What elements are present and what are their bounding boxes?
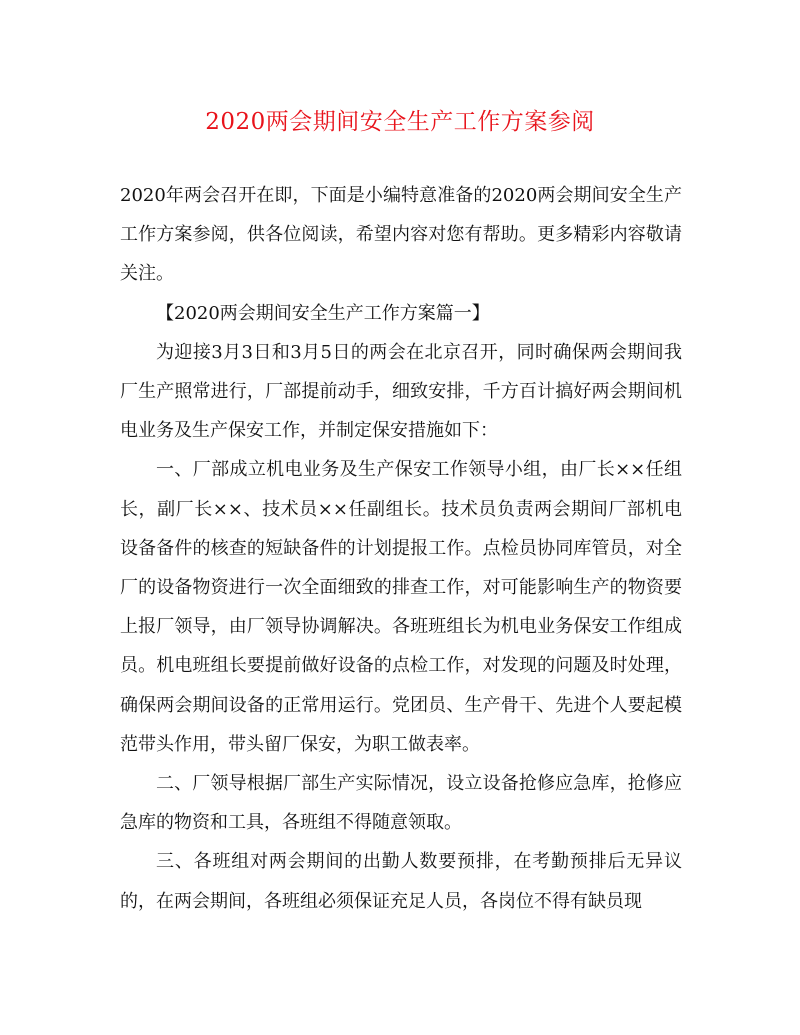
paragraph-item-one: 一、厂部成立机电业务及生产保安工作领导小组，由厂长××任组长，副厂长××、技术员××任副组长。技术员负责两会期间厂部机电设备备件的核查的短缺备件的计划提报工作。点检员协同库管员，对全厂的设备物资进行一次全面细致的排查工作，对可能影响生产的物资要上报厂领导，由厂领导协调解决。各班班组长为机电业务保安工作组成员。机电班组长要提前做好设备的点检工作，对发现的问题及时处理，确保两会期间设备的正常用运行。党团员、生产骨干、先进个人要起模范带头作用，带头留厂保安，为职工做表率。	[120, 459, 682, 755]
document-title: 2020两会期间安全生产工作方案参阅	[205, 109, 595, 135]
intro-paragraph: 2020年两会召开在即，下面是小编特意准备的2020两会期间安全生产工作方案参阅，供各位阅读，希望内容对您有帮助。更多精彩内容敬请关注。	[120, 185, 682, 285]
paragraph-welcome: 为迎接3月3日和3月5日的两会在北京召开，同时确保两会期间我厂生产照常进行，厂部提前动手，细致安排，千方百计搞好两会期间机电业务及生产保安工作，并制定保安措施如下：	[120, 341, 682, 442]
document-body	[120, 176, 682, 921]
section-heading: 【2020两会期间安全生产工作方案篇一】	[156, 302, 490, 324]
paragraph-item-two: 二、厂领导根据厂部生产实际情况，设立设备抢修应急库，抢修应急库的物资和工具，各班组不得随意领取。	[120, 773, 682, 834]
paragraph-item-three: 三、各班组对两会期间的出勤人数要预排，在考勤预排后无异议的，在两会期间，各班组必须保证充足人员，各岗位不得有缺员现	[120, 851, 682, 912]
